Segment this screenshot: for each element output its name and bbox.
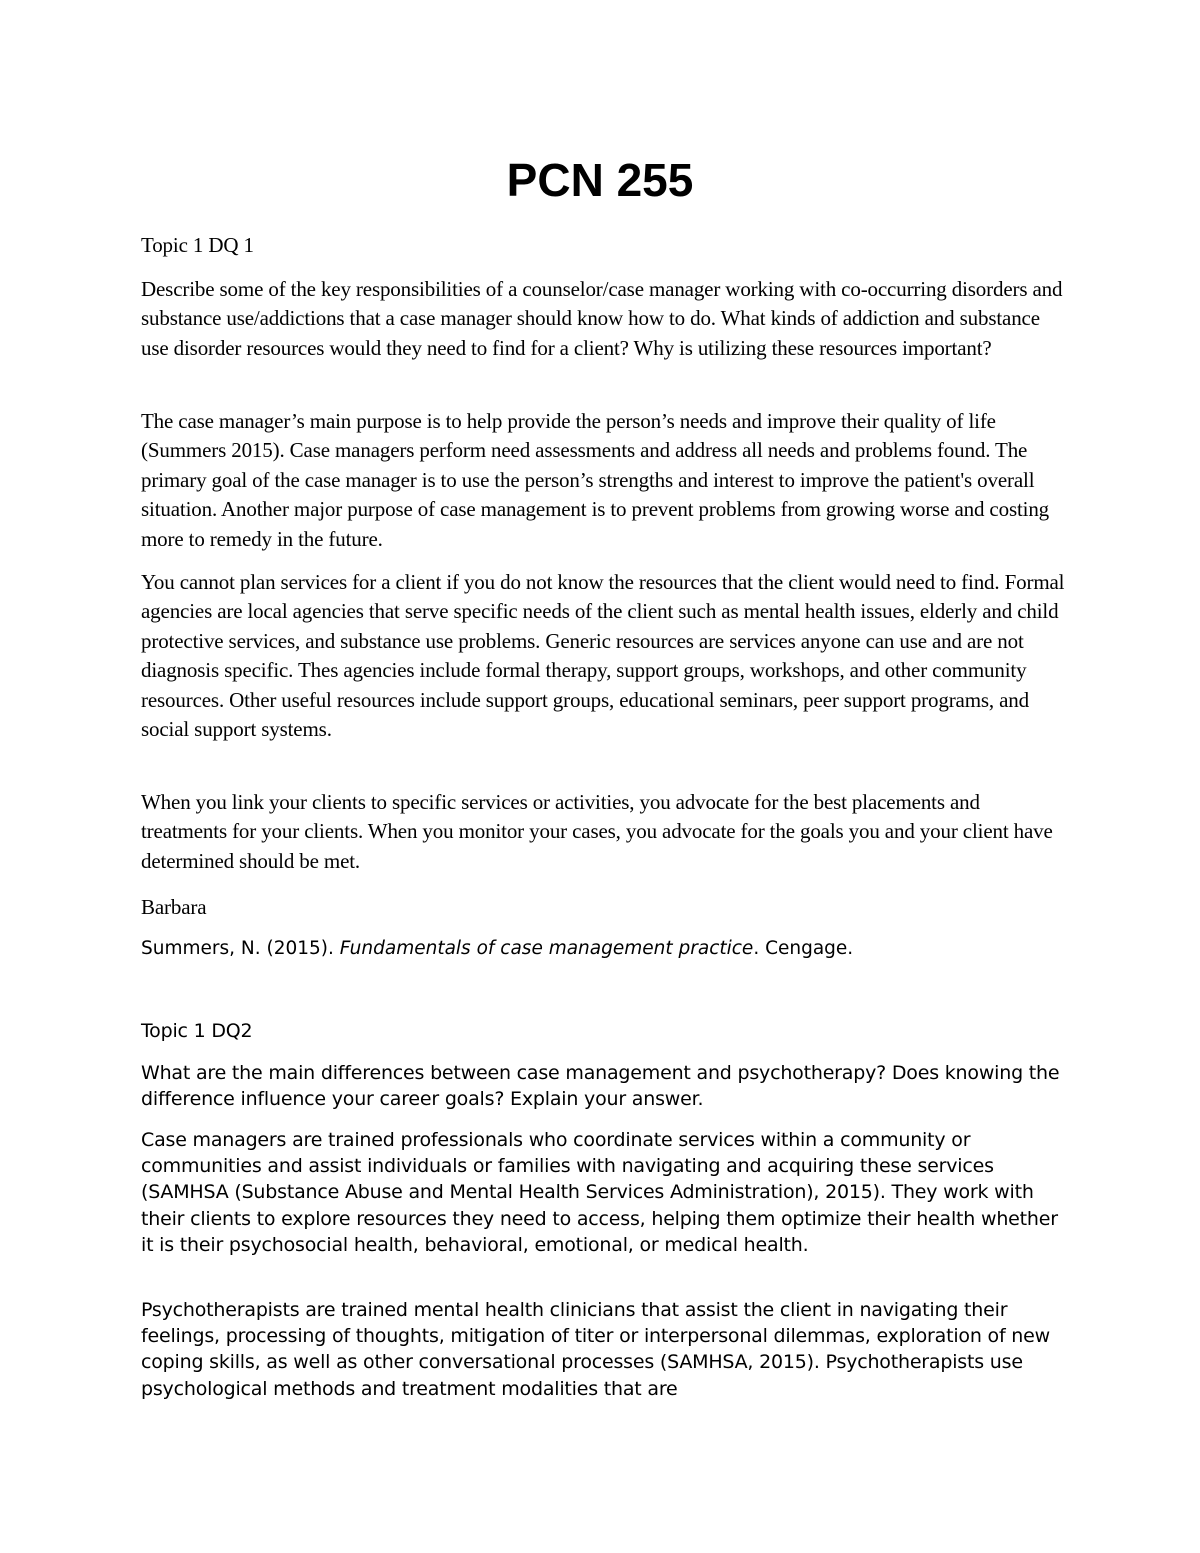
dq1-paragraph-1: The case manager’s main purpose is to help provide the person’s needs and improve their quality of life (Summers 2015). Case managers perform need assessments and address all needs and problems found. The primary goal of the case manager is to use the person’s strengths and interest to improve the patient's overall situation. Another major purpose of case management is to prevent problems from growing worse and costing more to remedy in the future. bbox=[141, 409, 1050, 551]
dq1-signature: Barbara bbox=[141, 895, 207, 919]
dq1-paragraph-3: When you link your clients to specific services or activities, you advocate for the best placements and treatments for your clients. When you monitor your cases, you advocate for the goals you and your client have determined should be met. bbox=[141, 790, 1053, 873]
document-title: PCN 255 bbox=[506, 154, 694, 206]
reference-publisher: . Cengage. bbox=[753, 938, 854, 959]
dq1-paragraph-2: You cannot plan services for a client if you do not know the resources that the client would need to find. Formal agencies are local agencies that serve specific needs of the client such as mental health issues, elderly and child protective services, and substance use problems. Generic resources are services anyone can use and are not diagnosis specific. Thes agencies include formal therapy, support groups, workshops, and other community resources. Other useful resources include support groups, educational seminars, peer support programs, and social support systems. bbox=[141, 570, 1065, 742]
dq1-reference bbox=[141, 936, 1066, 962]
reference-authors: Summers, N. (2015). bbox=[141, 938, 340, 959]
reference-title: Fundamentals of case management practice bbox=[339, 938, 754, 959]
dq2-paragraph-2: Psychotherapists are trained mental health clinicians that assist the client in navigating their feelings, processing of thoughts, mitigation of titer or interpersonal dilemmas, exploration of new coping skills, as well as other conversational processes (SAMHSA, 2015). Psychotherapists use psychological methods and treatment modalities that are bbox=[141, 1299, 1050, 1400]
dq2-paragraph-1: Case managers are trained professionals who coordinate services within a community or communities and assist individuals or families with navigating and acquiring these services (SAMHSA (Substance Abuse and Mental Health Services Administration), 2015). They work with their clients to explore resources they need to access, helping them optimize their health whether it is their psychosocial health, behavioral, emotional, or medical health. bbox=[141, 1129, 1058, 1256]
dq1-question: Describe some of the key responsibilities of a counselor/case manager working with co-occurring disorders and substance use/addictions that a case manager should know how to do. What kinds of addiction and substance use disorder resources would they need to find for a client? Why is utilizing these resources important? bbox=[141, 277, 1063, 360]
dq1-heading: Topic 1 DQ 1 bbox=[141, 233, 254, 257]
dq2-heading: Topic 1 DQ2 bbox=[141, 1020, 253, 1042]
dq2-question: What are the main differences between case management and psychotherapy? Does knowing the difference influence your career goals? Explain your answer. bbox=[141, 1062, 1060, 1111]
